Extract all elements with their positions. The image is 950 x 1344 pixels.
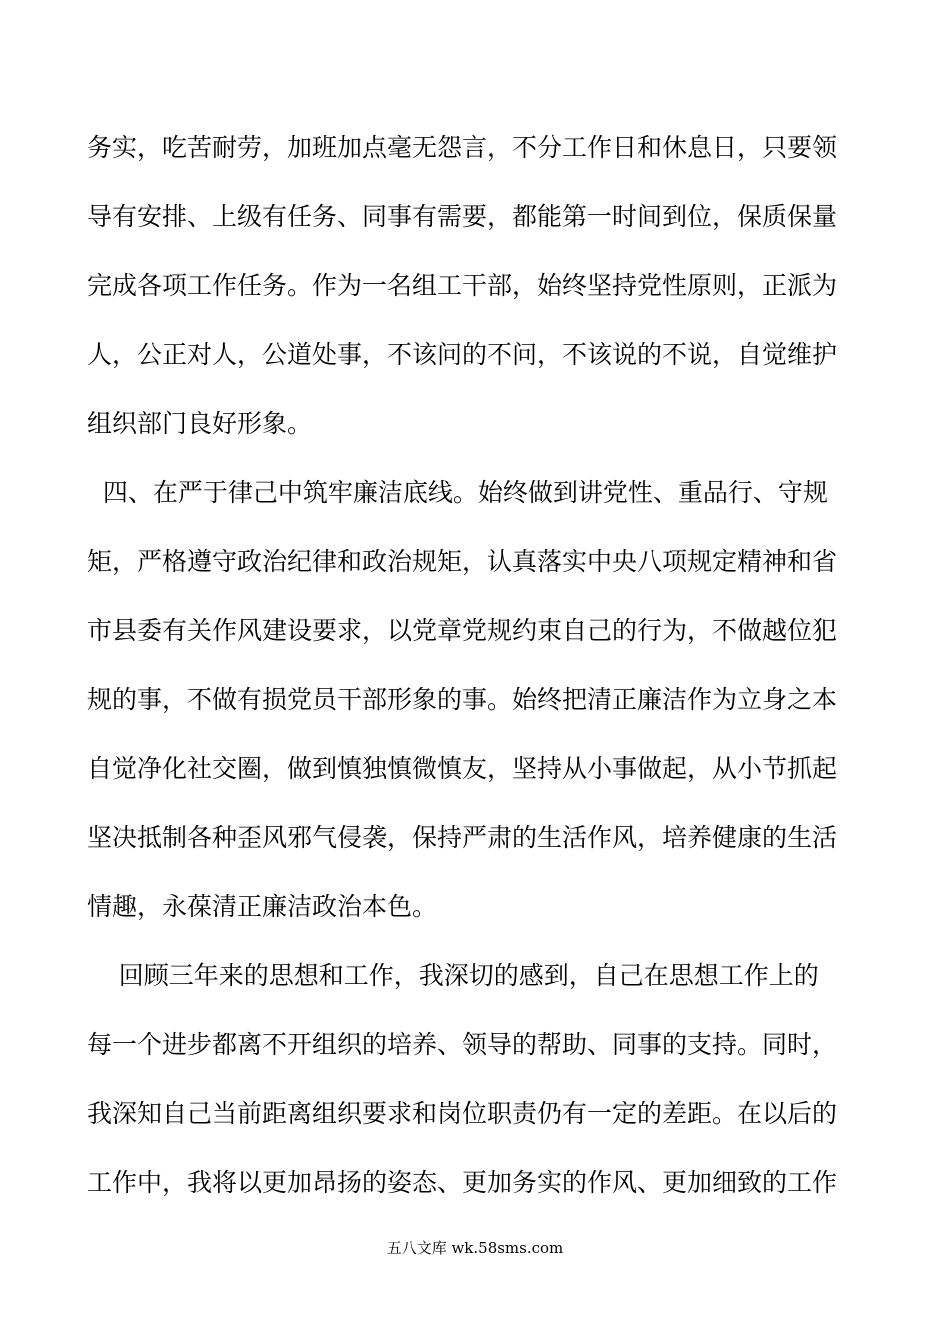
- text-line: 务实，吃苦耐劳，加班加点毫无怨言，不分工作日和休息日，只要领: [87, 133, 838, 162]
- section-heading-line: 四、在严于律己中筑牢廉洁底线。始终做到讲党性、重品行、守规: [87, 478, 828, 507]
- text-line: 完成各项工作任务。作为一名组工干部，始终坚持党性原则，正派为: [87, 271, 838, 300]
- text-line: 市县委有关作风建设要求，以党章党规约束自己的行为，不做越位犯: [87, 616, 838, 645]
- text-line: 导有安排、上级有任务、同事有需要，都能第一时间到位，保质保量: [87, 202, 838, 231]
- text-line: 情趣，永葆清正廉洁政治本色。: [87, 892, 438, 921]
- footer-watermark: 五八文库 wk.58sms.com: [386, 1239, 564, 1257]
- text-line: 矩，严格遵守政治纪律和政治规矩，认真落实中央八项规定精神和省: [87, 547, 838, 576]
- text-line: 坚决抵制各种歪风邪气侵袭，保持严肃的生活作风，培养健康的生活: [87, 823, 838, 852]
- text-line: 每一个进步都离不开组织的培养、领导的帮助、同事的支持。同时，: [87, 1030, 838, 1059]
- text-line: 工作中，我将以更加昂扬的姿态、更加务实的作风、更加细致的工作: [87, 1168, 838, 1197]
- text-line: 我深知自己当前距离组织要求和岗位职责仍有一定的差距。在以后的: [87, 1099, 838, 1128]
- text-line: 人，公正对人，公道处事，不该问的不问，不该说的不说，自觉维护: [87, 340, 838, 369]
- text-line: 自觉净化社交圈，做到慎独慎微慎友，坚持从小事做起，从小节抓起: [87, 754, 838, 783]
- text-line: 规的事，不做有损党员干部形象的事。始终把清正廉洁作为立身之本: [87, 685, 838, 714]
- paragraph-start-line: 回顾三年来的思想和工作，我深切的感到，自己在思想工作上的: [87, 961, 819, 990]
- text-line: 组织部门良好形象。: [87, 409, 313, 438]
